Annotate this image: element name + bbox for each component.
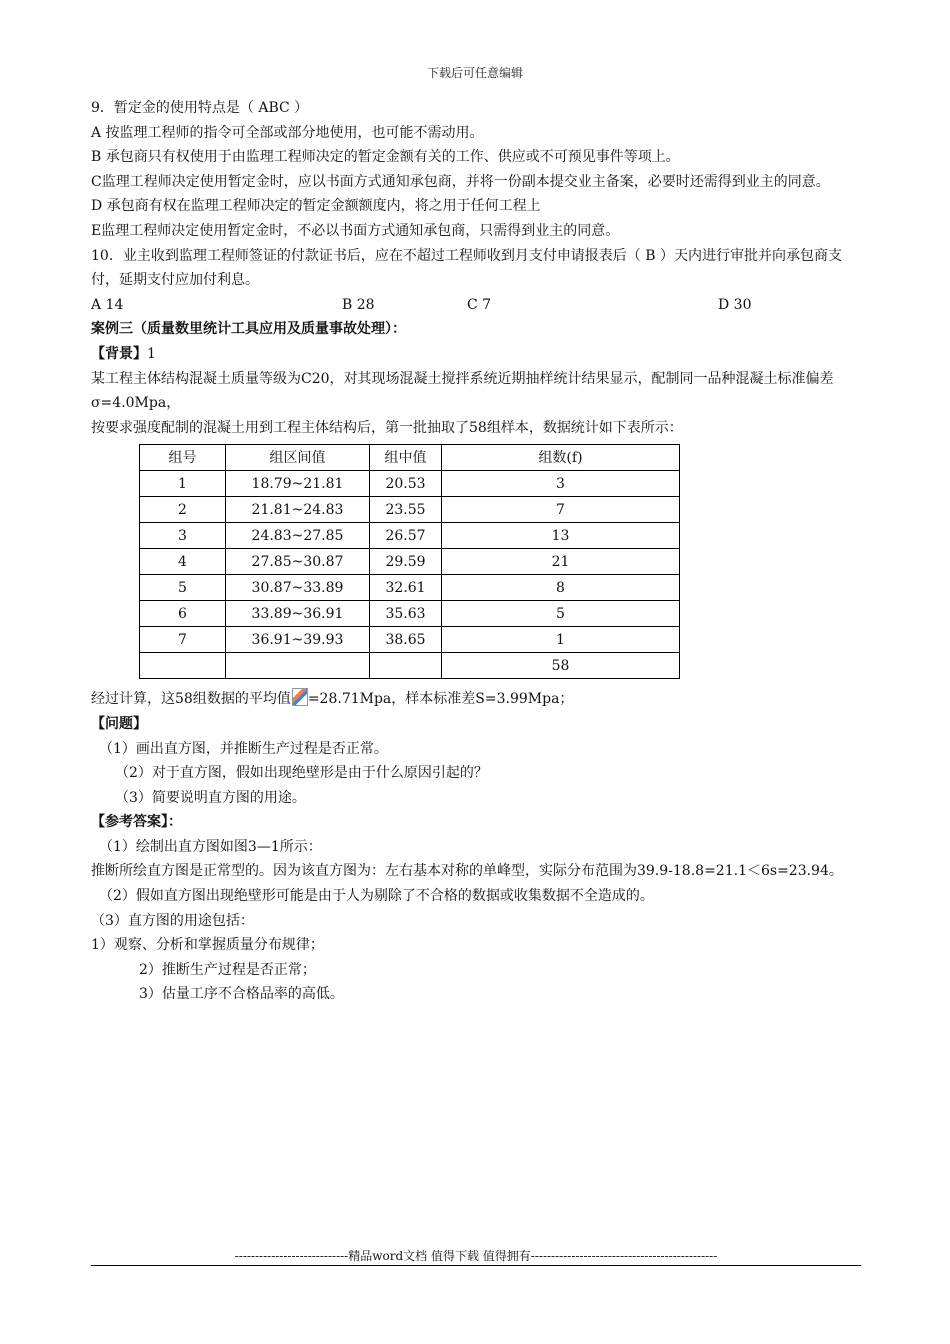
cell-group-no [140, 653, 226, 679]
table-row [140, 497, 680, 523]
footer-divider [91, 1265, 861, 1266]
question-3: （3）简要说明直方图的用途。 [115, 789, 306, 806]
answer-1: （1）绘制出直方图如图3—1所示： [99, 838, 322, 855]
table-row [140, 575, 680, 601]
q9-option-c: C监理工程师决定使用暂定金时，应以书面方式通知承包商，并将一份副本提交业主备案，必要时还需得到业主的同意。 [91, 173, 830, 190]
cell-midpoint: 29.59 [370, 549, 442, 575]
cell-interval [226, 653, 370, 679]
cell-midpoint: 23.55 [370, 497, 442, 523]
q10-option-b: B 28 [342, 296, 375, 313]
page-header: 下载后可任意编辑 [426, 66, 523, 80]
background-number: 1 [147, 345, 156, 362]
header-midpoint: 组中值 [370, 445, 442, 471]
question-1: （1）画出直方图，并推断生产过程是否正常。 [99, 740, 388, 757]
cell-midpoint: 38.65 [370, 627, 442, 653]
q10-options [91, 293, 861, 318]
answer-3: （3）直方图的用途包括： [91, 912, 254, 929]
cell-interval: 18.79~21.81 [226, 471, 370, 497]
header-frequency: 组数(f) [442, 445, 680, 471]
cell-group-no: 1 [140, 471, 226, 497]
question-2: （2）对于直方图，假如出现绝壁形是由于什么原因引起的？ [115, 765, 488, 782]
cell-interval: 30.87~33.89 [226, 575, 370, 601]
table-intro: 按要求强度配制的混凝土用到工程主体结构后，第一批抽取了58组样本，数据统计如下表所示： [91, 419, 683, 436]
q9-option-a: A 按监理工程师的指令可全部或部分地使用，也可能不需动用。 [91, 124, 484, 141]
page-footer: ----------------------------精品word文档 值得下载 值得拥有---------------------------------------------- [234, 1249, 718, 1263]
table-total-row [140, 653, 680, 679]
cell-frequency: 21 [442, 549, 680, 575]
cell-group-no: 4 [140, 549, 226, 575]
calc-after: =28.71Mpa，样本标准差S=3.99Mpa； [307, 691, 574, 708]
cell-frequency: 8 [442, 575, 680, 601]
q9-option-b: B 承包商只有权使用于由监理工程师决定的暂定金额有关的工作、供应或不可预见事件等项上。 [91, 149, 680, 166]
cell-group-no: 6 [140, 601, 226, 627]
cell-interval: 24.83~27.85 [226, 523, 370, 549]
answer-2: （2）假如直方图出现绝壁形可能是由于人为剔除了不合格的数据或收集数据不全造成的。 [99, 888, 654, 905]
cell-midpoint: 20.53 [370, 471, 442, 497]
cell-midpoint: 35.63 [370, 601, 442, 627]
cell-interval: 33.89~36.91 [226, 601, 370, 627]
cell-frequency: 1 [442, 627, 680, 653]
cell-group-no: 2 [140, 497, 226, 523]
calculation-line [91, 687, 861, 712]
q10-option-a: A 14 [91, 296, 124, 313]
background-heading [91, 342, 861, 367]
cell-interval: 27.85~30.87 [226, 549, 370, 575]
answer-1-text: 推断所绘直方图是正常型的。因为该直方图为：左右基本对称的单峰型，实际分布范围为39.9-18.8=21.1＜6s=23.94。 [91, 863, 843, 880]
cell-midpoint: 26.57 [370, 523, 442, 549]
cell-group-no: 7 [140, 627, 226, 653]
table-row [140, 627, 680, 653]
calc-before: 经过计算，这58组数据的平均值 [91, 691, 291, 708]
cell-interval: 21.81~24.83 [226, 497, 370, 523]
answer-3-item-3: 3）估量工序不合格品率的高低。 [139, 986, 344, 1003]
q10-option-d: D 30 [718, 296, 752, 313]
table-header-row [140, 445, 680, 471]
mean-symbol-icon [292, 688, 308, 706]
cell-group-no: 5 [140, 575, 226, 601]
document-body [91, 96, 861, 1007]
background-label: 【背景】 [91, 345, 147, 362]
q9-stem: 9．暂定金的使用特点是（ ABC ） [91, 100, 309, 116]
cell-frequency: 13 [442, 523, 680, 549]
cell-group-no: 3 [140, 523, 226, 549]
header-group-no: 组号 [140, 445, 226, 471]
q10-stem: 10．业主收到监理工程师签证的付款证书后，应在不超过工程师收到月支付申请报表后（ B ）天内进行审批并向承包商支付，延期支付应加付利息。 [91, 247, 842, 289]
table-row [140, 601, 680, 627]
case-title: 案例三（质量数里统计工具应用及质量事故处理）： [91, 321, 406, 338]
header-interval: 组区间值 [226, 445, 370, 471]
cell-midpoint: 32.61 [370, 575, 442, 601]
background-text: 某工程主体结构混凝土质量等级为C20，对其现场混凝土搅拌系统近期抽样统计结果显示，配制同一品种混凝土标准偏差σ=4.0Mpa， [91, 370, 834, 412]
answer-3-item-2: 2）推断生产过程是否正常； [139, 961, 316, 978]
cell-frequency: 3 [442, 471, 680, 497]
cell-frequency: 7 [442, 497, 680, 523]
answers-label: 【参考答案】： [91, 814, 182, 831]
table-row [140, 549, 680, 575]
cell-interval: 36.91~39.93 [226, 627, 370, 653]
q10-option-c: C 7 [467, 296, 492, 313]
cell-frequency-total: 58 [442, 653, 680, 679]
q9-option-d: D 承包商有权在监理工程师决定的暂定金额额度内，将之用于任何工程上 [91, 198, 541, 215]
table-row [140, 471, 680, 497]
questions-label: 【问题】 [91, 715, 147, 732]
q9-option-e: E监理工程师决定使用暂定金时，不必以书面方式通知承包商，只需得到业主的同意。 [91, 222, 620, 239]
cell-midpoint [370, 653, 442, 679]
table-row [140, 523, 680, 549]
cell-frequency: 5 [442, 601, 680, 627]
statistics-table [139, 444, 680, 679]
answer-3-item-1: 1）观察、分析和掌握质量分布规律； [91, 937, 324, 954]
